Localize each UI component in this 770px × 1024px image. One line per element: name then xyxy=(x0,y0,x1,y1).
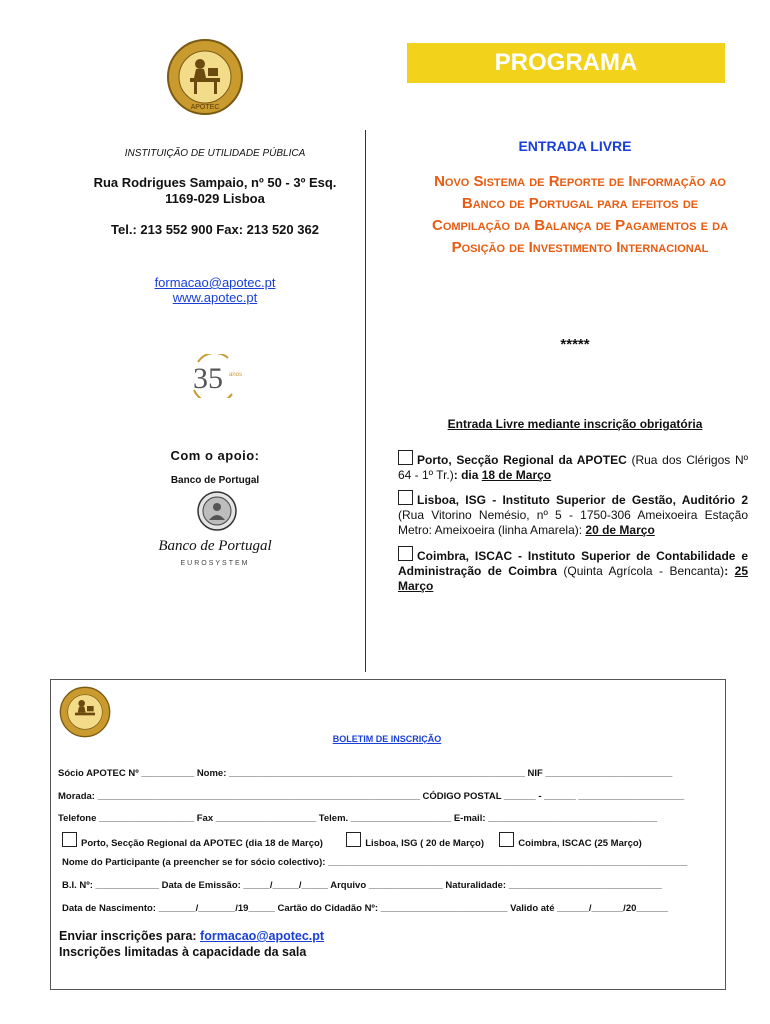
page-title: PROGRAMA xyxy=(407,43,725,83)
location-coimbra-date-prefix: : xyxy=(724,564,735,578)
address-line2: 1169-029 Lisboa xyxy=(165,191,265,206)
sponsor-name: Banco de Portugal xyxy=(170,475,260,486)
location-porto xyxy=(398,450,748,483)
anniversary-35-logo xyxy=(188,354,246,398)
location-lisboa-date: 20 de Março xyxy=(585,523,655,537)
course-title-line3: Compilação da Balança de Pagamentos e da xyxy=(431,217,729,234)
course-title-line4: Posição de Investimento Internacional xyxy=(451,239,709,256)
column-divider xyxy=(365,130,366,672)
checkbox-lisboa[interactable] xyxy=(398,490,413,505)
form-option-lisboa: Lisboa, ISG ( 20 de Março) xyxy=(365,838,485,849)
course-title-line2: Banco de Portugal para efeitos de xyxy=(461,195,699,212)
support-label: Com o apoio: xyxy=(170,448,260,463)
form-checkbox-porto[interactable] xyxy=(62,832,77,847)
sponsor-logo-text: Banco de Portugal xyxy=(158,538,272,554)
email-link-container xyxy=(60,275,370,290)
svg-text:APOTEC: APOTEC xyxy=(190,104,220,111)
form-row-birth[interactable]: Data de Nascimento: _______/_______/19_____ Cartão do Cidadão Nº: ________________________ Valido até ______/______/20______ xyxy=(62,903,669,914)
location-coimbra-name: Coimbra, ISCAC - Instituto Superior de Contabilidade e Administração de Coimbra xyxy=(398,549,748,578)
checkbox-coimbra[interactable] xyxy=(398,546,413,561)
location-porto-detail: (Rua dos Clérigos Nº 64 - 1º Tr.) xyxy=(398,453,748,482)
location-porto-name: Porto, Secção Regional da APOTEC xyxy=(417,453,627,467)
location-coimbra-detail: (Quinta Agrícola - Bencanta) xyxy=(556,564,725,578)
phone-fax: Tel.: 213 552 900 Fax: 213 520 362 xyxy=(111,222,319,237)
form-title-container xyxy=(50,734,724,744)
form-row-contacts[interactable]: Telefone __________________ Fax ___________________ Telem. ___________________ E-mail: ________________________________ xyxy=(58,813,658,824)
course-title xyxy=(395,171,765,259)
location-coimbra-date: 25 Março xyxy=(398,564,748,593)
address-line1: Rua Rodrigues Sampaio, nº 50 - 3º Esq. xyxy=(93,175,337,190)
location-porto-date-prefix: : dia xyxy=(453,468,482,482)
email-link[interactable]: formacao@apotec.pt xyxy=(154,275,276,290)
checkbox-porto[interactable] xyxy=(398,450,413,465)
location-coimbra xyxy=(398,546,748,594)
limited-capacity-note: Inscrições limitadas à capacidade da sala xyxy=(59,945,307,959)
form-title: BOLETIM DE INSCRIÇÃO xyxy=(332,734,442,744)
banco-portugal-seal-icon xyxy=(196,490,238,532)
send-label: Enviar inscrições para: xyxy=(59,929,201,943)
form-checkbox-lisboa[interactable] xyxy=(346,832,361,847)
course-title-line1: Novo Sistema de Reporte de Informação ao xyxy=(434,173,726,190)
form-row-address[interactable]: Morada: _____________________________________________________________ CÓDIGO POSTAL ______ - ______ ____________________ xyxy=(58,791,685,802)
sponsor-logo-sub: EUROSYSTEM xyxy=(180,560,250,567)
apotec-logo xyxy=(166,38,244,116)
location-lisboa xyxy=(398,490,748,538)
form-row-participant[interactable]: Nome do Participante (a preencher se for sócio colectivo): ____________________________________________________________________ xyxy=(62,857,688,868)
anniversary-number: 35 xyxy=(193,362,223,395)
entry-label: ENTRADA LIVRE xyxy=(518,138,632,154)
registration-note: Entrada Livre mediante inscrição obrigatória xyxy=(447,417,703,431)
form-option-porto: Porto, Secção Regional da APOTEC (dia 18 de Março) xyxy=(81,838,323,849)
form-row-id[interactable]: B.I. Nº: ____________ Data de Emissão: _____/_____/_____ Arquivo ______________ Naturalidade: _____________________________ xyxy=(62,880,662,891)
institution-label: INSTITUIÇÃO DE UTILIDADE PÚBLICA xyxy=(124,148,306,159)
website-link-container xyxy=(60,290,370,305)
website-link[interactable]: www.apotec.pt xyxy=(172,290,258,305)
form-checkbox-coimbra[interactable] xyxy=(499,832,514,847)
form-row-session-options xyxy=(62,832,642,849)
apotec-form-logo xyxy=(59,686,111,738)
stars-separator: ***** xyxy=(560,336,590,353)
form-option-coimbra: Coimbra, ISCAC (25 Março) xyxy=(518,838,642,849)
form-row-member[interactable]: Sócio APOTEC Nº __________ Nome: ________________________________________________________ NIF ________________________ xyxy=(58,768,673,779)
send-email-link[interactable]: formacao@apotec.pt xyxy=(200,929,325,943)
anniversary-suffix: anos xyxy=(229,372,243,378)
send-instructions xyxy=(59,929,324,943)
location-porto-date: 18 de Março xyxy=(481,468,552,482)
location-lisboa-detail: (Rua Vitorino Nemésio, nº 5 - 1750-306 Ameixoeira Estação Metro: Ameixoeira (linha Amarela): xyxy=(398,508,748,537)
location-lisboa-name: Lisboa, ISG - Instituto Superior de Gestão, Auditório 2 xyxy=(417,493,748,507)
